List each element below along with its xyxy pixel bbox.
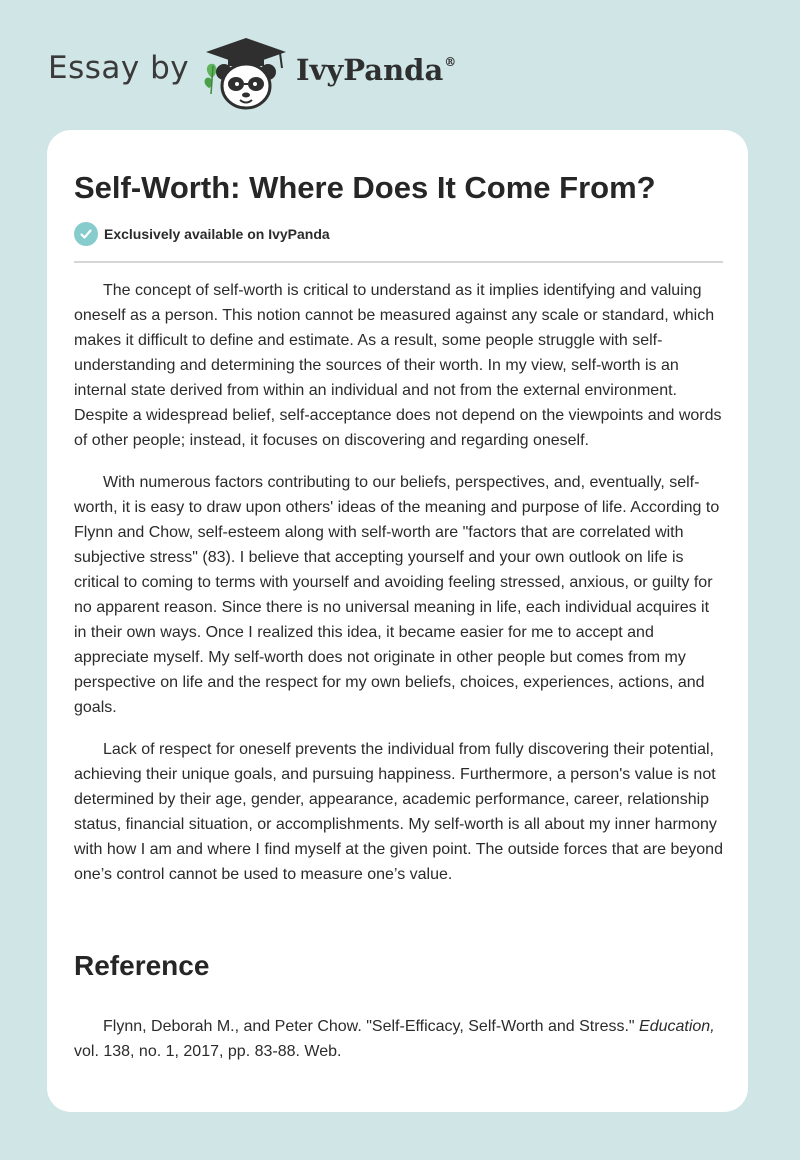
paragraph: With numerous factors contributing to our beliefs, perspectives, and, eventually, self-worth, it is easy to draw upon others' ideas of the meaning and purpose of life. According to Flynn and Chow, self-esteem along with self-worth are "factors that are correlated with subjective stress" (83). I believe that accepting yourself and your own outlook on life is critical to coming to terms with yourself and avoiding feeling stressed, anxious, or guilty for no apparent reason. Since there is no universal meaning in life, each individual acquires it in their own ways. Once I realized this idea, it became easier for me to accept and appreciate myself. My self-worth does not originate in other people but comes from my perspective on life and the respect for my own beliefs, choices, experiences, actions, and goals.: [74, 474, 720, 716]
divider: [74, 261, 723, 263]
page-title: Self-Worth: Where Does It Come From?: [74, 170, 656, 205]
reference-heading: Reference: [74, 950, 210, 981]
citation-journal: Education,: [639, 1018, 715, 1035]
exclusive-badge: [74, 222, 330, 246]
paragraph: The concept of self-worth is critical to understand as it implies identifying and valuing oneself as a person. This notion cannot be measured against any scale or standard, which makes it difficult to define and estimate. As a result, some people struggle with self-understanding and determining the sources of their worth. In my view, self-worth is an internal state derived from within an individual and not from the external environment. Despite a widespread belief, self-acceptance does not depend on the viewpoints and words of other people; instead, it focuses on discovering and regarding oneself.: [74, 282, 722, 449]
essay-body: [74, 278, 724, 904]
site-header: [0, 0, 800, 130]
brand-text: IvyPanda: [296, 53, 444, 87]
reference-citation: [74, 1014, 724, 1064]
panda-graduate-icon[interactable]: [200, 34, 292, 112]
paragraph: Lack of respect for oneself prevents the individual from fully discovering their potential, achieving their unique goals, and pursuing happiness. Furthermore, a person's value is not determined by their age, gender, appearance, academic performance, career, relationship status, financial situation, or accomplishments. My self-worth is all about my inner harmony with how I am and where I find myself at the given point. The outside forces that are beyond one’s control cannot be used to measure one’s value.: [74, 741, 723, 883]
essay-card: [47, 130, 748, 1112]
check-icon: [74, 222, 98, 246]
registered-mark: ®: [444, 55, 457, 69]
citation-details: vol. 138, no. 1, 2017, pp. 83-88. Web.: [74, 1043, 342, 1060]
citation-authors-title: Flynn, Deborah M., and Peter Chow. "Self-Efficacy, Self-Worth and Stress.": [103, 1018, 640, 1035]
brand-name[interactable]: [296, 53, 456, 87]
exclusive-badge-label: Exclusively available on IvyPanda: [104, 226, 330, 242]
essay-by-label: Essay by: [48, 50, 190, 86]
